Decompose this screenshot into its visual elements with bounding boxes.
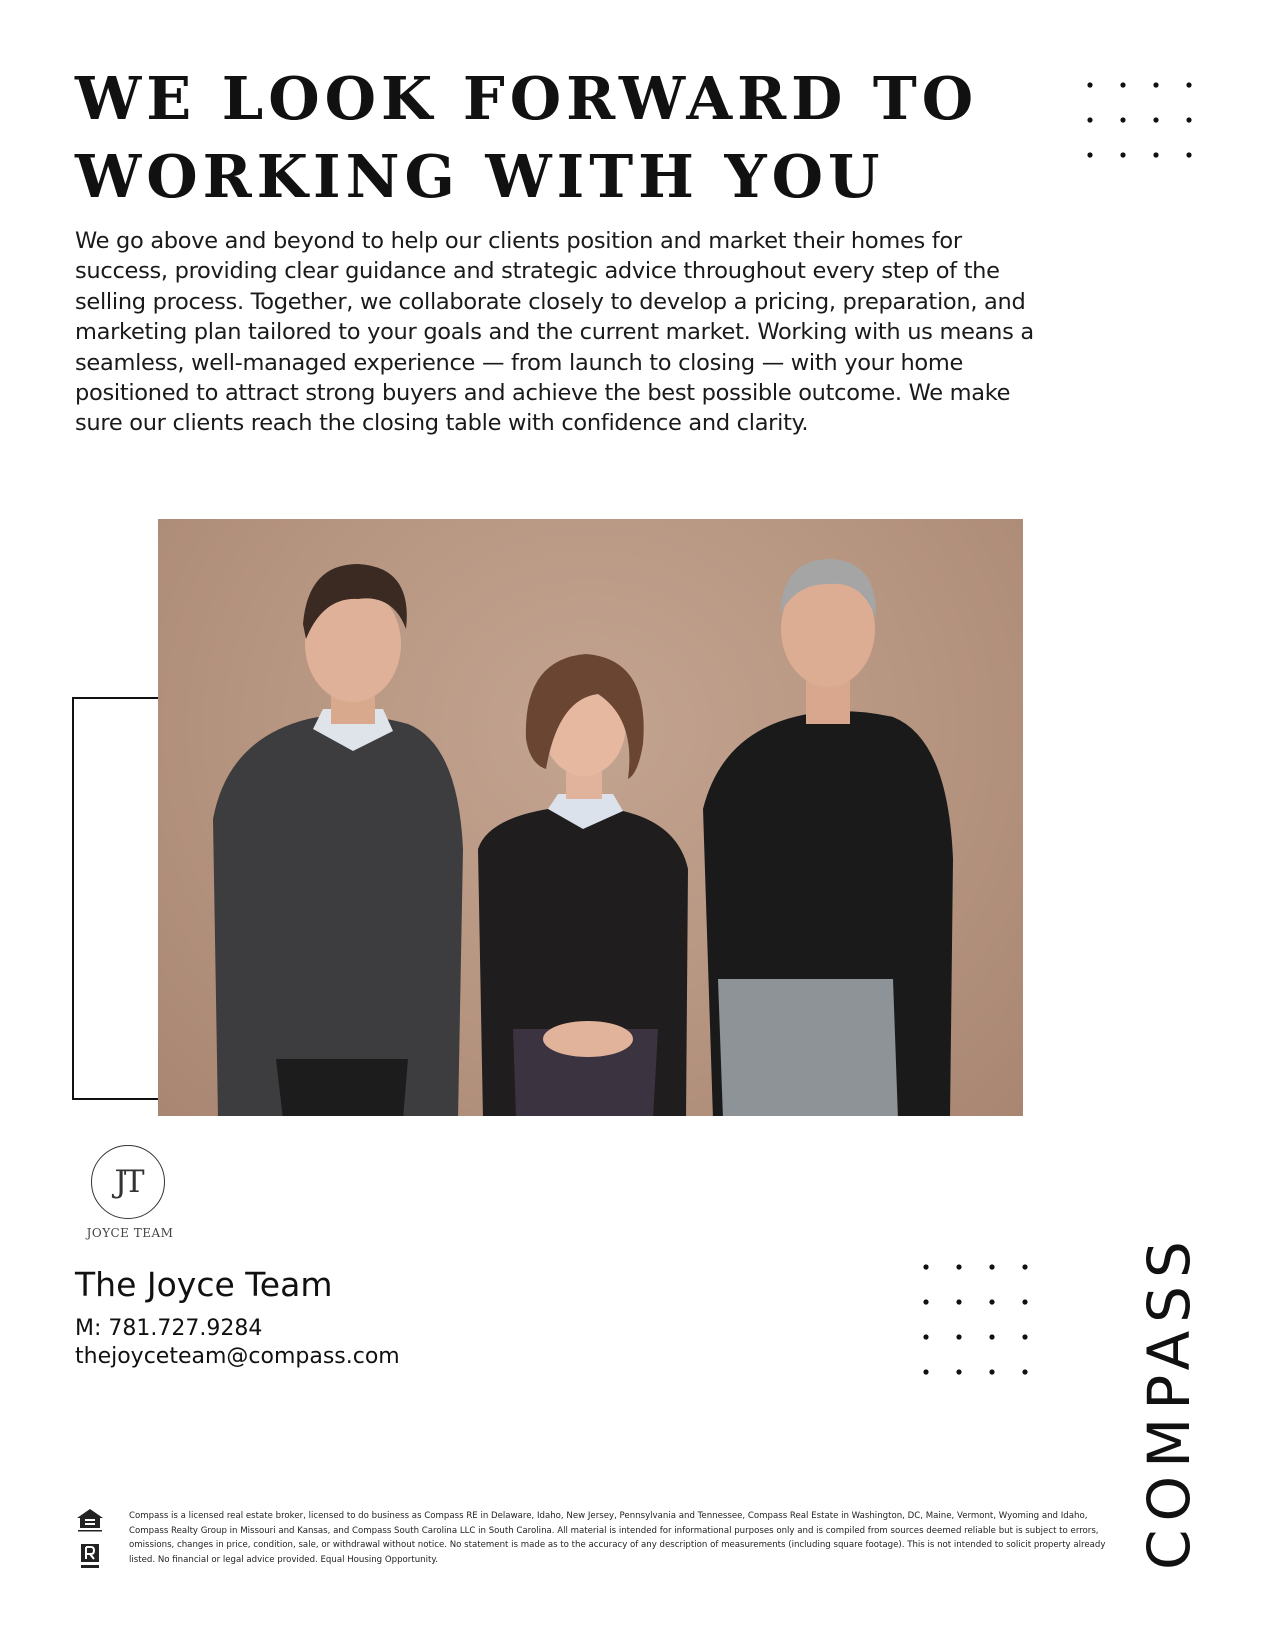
team-logo — [75, 1140, 185, 1245]
person-left — [213, 564, 463, 1116]
equal-housing-opportunity-icon — [76, 1508, 104, 1538]
page-title — [75, 60, 979, 216]
team-logo-text: JOYCE TEAM — [86, 1226, 174, 1240]
contact-email[interactable]: thejoyceteam@compass.com — [75, 1344, 400, 1369]
legal-disclaimer: Compass is a licensed real estate broker, licensed to do business as Compass RE in Delaware, Idaho, New Jersey, Pennsylvania and Tennessee, Compass Real Estate in Washington, DC, Maine, Vermont, Wyoming and Idaho, Compass Realty Group in Missouri and Kansas, and Compass South Carolina LLC in South Carolina. All material is intended for informational purposes only and is compiled from sources deemed reliable but is subject to errors, omissions, changes in price, condition, sale, or withdrawal without notice. No statement is made as to the accuracy of any description of measurements (including square footage). This is not intended to solicit property already listed. No financial or legal advice provided. Equal Housing Opportunity. — [129, 1511, 1106, 1566]
person-right — [703, 559, 953, 1116]
decorative-frame — [72, 697, 172, 1100]
realtor-svg — [80, 1543, 102, 1571]
contact-phone[interactable]: M: 781.727.9284 — [75, 1316, 263, 1341]
team-logo-monogram: JT — [91, 1145, 165, 1219]
intro-paragraph: We go above and beyond to help our clients position and market their homes for success, providing clear guidance and strategic advice throughout every step of the selling process. Together, we collaborate closely to develop a pricing, preparation, and marketing plan tailored to your goals and the current market. Working with us means a seamless, well-managed experience — from launch to closing — with your home positioned to attract strong buyers and achieve the best possible outcome. We make sure our clients reach the closing table with confidence and clarity. — [75, 228, 1034, 437]
team-photo-illustration — [158, 519, 1023, 1116]
page-title-line-1: WE LOOK FORWARD TO — [75, 64, 979, 133]
team-photo — [158, 519, 1023, 1116]
compass-logo: COMPASS — [1135, 1233, 1203, 1570]
dot-grid-bottom — [921, 1262, 1031, 1378]
realtor-icon — [80, 1543, 102, 1575]
team-name: The Joyce Team — [75, 1265, 333, 1304]
dot-grid-top — [1085, 80, 1195, 160]
dot-grid-top-svg — [1085, 80, 1195, 160]
dot-grid-bottom-svg — [921, 1262, 1031, 1378]
page-title-line-2: WORKING WITH YOU — [75, 142, 885, 211]
equal-housing-opportunity-svg — [76, 1508, 104, 1534]
person-middle — [478, 654, 688, 1116]
